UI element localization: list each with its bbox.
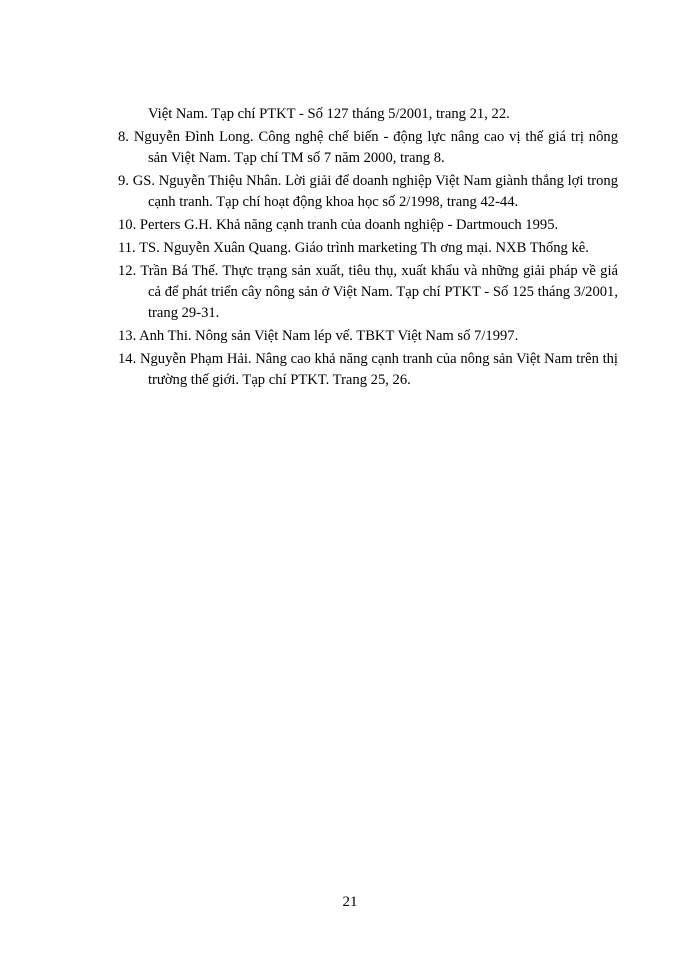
reference-number: 11. (118, 240, 136, 256)
reference-text: Anh Thi. Nông sản Việt Nam lép vế. TBKT Việt Nam số 7/1997. (139, 328, 519, 344)
page-number: 21 (342, 894, 358, 910)
reference-list (118, 104, 618, 393)
reference-item-11 (118, 238, 618, 259)
reference-item-14 (118, 349, 618, 391)
reference-item-12 (118, 261, 618, 324)
reference-item-10 (118, 215, 618, 236)
reference-text: Trần Bá Thế. Thực trạng sản xuất, tiêu thụ, xuất khẩu và những giải pháp về giá cả để phát triển cây nông sản ở Việt Nam. Tạp chí PTKT - Số 125 tháng 3/2001, trang 29-31. (140, 263, 618, 321)
reference-number: 10. (118, 217, 137, 233)
reference-item-9 (118, 171, 618, 213)
reference-item-13 (118, 326, 618, 347)
reference-item-8 (118, 127, 618, 169)
reference-text: Việt Nam. Tạp chí PTKT - Số 127 tháng 5/2001, trang 21, 22. (148, 106, 510, 122)
reference-number: 14. (118, 351, 137, 367)
reference-text: TS. Nguyễn Xuân Quang. Giáo trình marketing Th ơng mại. NXB Thống kê. (139, 240, 589, 256)
reference-number: 12. (118, 263, 137, 279)
reference-text: Nguyễn Phạm Hải. Nâng cao khả năng cạnh tranh của nông sản Việt Nam trên thị trường thế giới. Tạp chí PTKT. Trang 25, 26. (139, 351, 618, 388)
reference-text: Nguyễn Đình Long. Công nghệ chế biến - động lực nâng cao vị thế giá trị nông sản Việt Nam. Tạp chí TM số 7 năm 2000, trang 8. (133, 129, 618, 166)
reference-text: GS. Nguyễn Thiệu Nhân. Lời giải để doanh nghiệp Việt Nam giành thắng lợi trong cạnh tranh. Tạp chí hoạt động khoa học số 2/1998, trang 42-44. (132, 173, 618, 210)
reference-item-7-continued (118, 104, 618, 125)
reference-number: 9. (118, 173, 129, 189)
reference-number: 13. (118, 328, 137, 344)
reference-number: 8. (118, 129, 129, 145)
reference-text: Perters G.H. Khả năng cạnh tranh của doanh nghiệp - Dartmouch 1995. (139, 217, 559, 233)
